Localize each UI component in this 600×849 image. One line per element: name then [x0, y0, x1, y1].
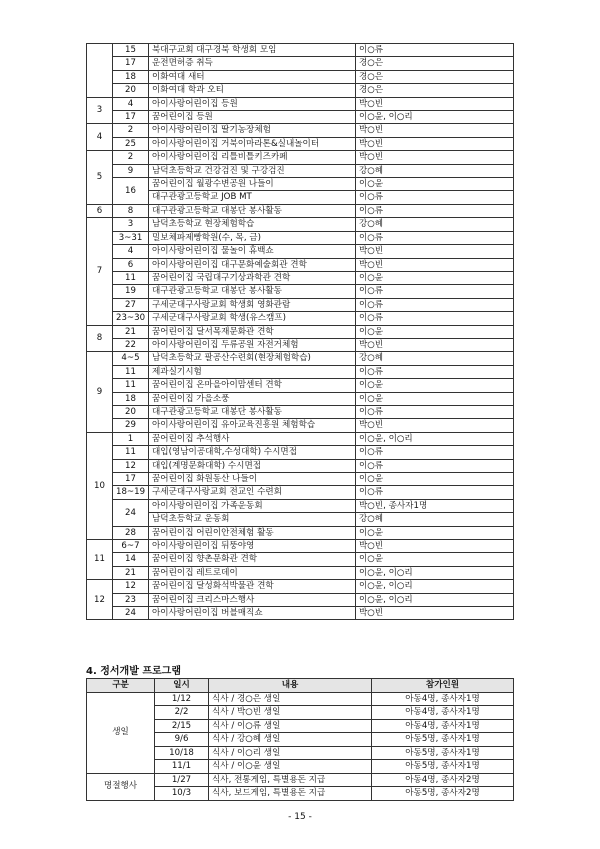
day-cell: 24: [113, 499, 149, 526]
participants-cell: 아동4명, 종사자1명: [372, 692, 514, 706]
month-cell: 10: [87, 432, 113, 539]
day-cell: 9: [113, 164, 149, 177]
table-row: [87, 513, 514, 526]
table-row: [87, 593, 514, 606]
activity-cell: 이화여대 새터: [149, 70, 356, 83]
participant-cell: 박○빈: [356, 607, 514, 620]
table-row: [87, 124, 514, 137]
activity-cell: 꿈어린이집 온마을아이맘센터 견학: [149, 379, 356, 392]
participant-cell: 박○빈: [356, 124, 514, 137]
month-cell: 12: [87, 580, 113, 620]
participants-cell: 아동5명, 종사자2명: [372, 787, 514, 801]
day-cell: 18: [113, 392, 149, 405]
day-cell: 20: [113, 84, 149, 97]
day-cell: 12: [113, 580, 149, 593]
day-cell: 18~19: [113, 486, 149, 499]
table-row: [87, 580, 514, 593]
day-cell: 16: [113, 178, 149, 205]
participant-cell: 이○류: [356, 285, 514, 298]
table-row: [87, 164, 514, 177]
participants-cell: 아동5명, 종사자1명: [372, 760, 514, 774]
table-row: [87, 607, 514, 620]
day-cell: 4: [113, 245, 149, 258]
header-content: 내용: [209, 679, 372, 693]
activity-cell: 아이사랑어린이집 뒤뚱야영: [149, 540, 356, 553]
activity-cell: 북대구교회 대구경북 학생회 모임: [149, 44, 356, 57]
participant-cell: 이○류: [356, 231, 514, 244]
participant-cell: 이○윤: [356, 392, 514, 405]
table-row: [87, 365, 514, 378]
table-row: [87, 773, 514, 787]
activity-cell: 대구관광고등학교 대봉단 봉사활동: [149, 204, 356, 217]
content-cell: 식사 / 이○류 생일: [209, 719, 372, 733]
day-cell: 12: [113, 459, 149, 472]
month-cell: 5: [87, 151, 113, 205]
table-row: [87, 258, 514, 271]
table-row: [87, 553, 514, 566]
day-cell: 17: [113, 111, 149, 124]
activity-cell: 꿈어린이집 국립대구기상과학관 견학: [149, 271, 356, 284]
date-cell: 1/12: [155, 692, 209, 706]
header-date: 일시: [155, 679, 209, 693]
activity-cell: 아이사랑어린이집 대구문화예술회관 견학: [149, 258, 356, 271]
participant-cell: 강○혜: [356, 513, 514, 526]
participants-cell: 아동4명, 종사자2명: [372, 773, 514, 787]
table-row: [87, 405, 514, 418]
activity-cell: 제과실기시험: [149, 365, 356, 378]
activity-cell: 아이사랑어린이집 딸기농장체험: [149, 124, 356, 137]
day-cell: 23: [113, 593, 149, 606]
month-cell: 4: [87, 124, 113, 151]
activity-cell: 밀보체파제빵학원(수, 목, 금): [149, 231, 356, 244]
participant-cell: 이○류: [356, 44, 514, 57]
table-row: [87, 285, 514, 298]
content-cell: 식사 / 이○윤 생일: [209, 760, 372, 774]
table-row: [87, 271, 514, 284]
participant-cell: 강○혜: [356, 218, 514, 231]
table-row: [87, 312, 514, 325]
participant-cell: 이○윤: [356, 178, 514, 191]
activity-cell: 남덕초등학교 건강검진 및 구강검진: [149, 164, 356, 177]
activity-cell: 아이사랑어린이집 두류공원 자전거체험: [149, 338, 356, 351]
participant-cell: 이○류: [356, 446, 514, 459]
participant-cell: 이○류: [356, 486, 514, 499]
participant-cell: 이○윤, 이○리: [356, 566, 514, 579]
table-row: [87, 338, 514, 351]
day-cell: 4~5: [113, 352, 149, 365]
activity-cell: 대입(영남이공대학,수성대학) 수시면접: [149, 446, 356, 459]
participant-cell: 이○윤: [356, 325, 514, 338]
activity-cell: 아이사랑어린이집 물놀이 휴백쇼: [149, 245, 356, 258]
day-cell: 15: [113, 44, 149, 57]
header-participants: 참가인원: [372, 679, 514, 693]
day-cell: 24: [113, 607, 149, 620]
participant-cell: 박○빈: [356, 540, 514, 553]
activity-cell: 꿈어린이집 레트로데이: [149, 566, 356, 579]
table-row: [87, 70, 514, 83]
table-row: [87, 231, 514, 244]
activity-cell: 남덕초등학교 팔공산수련회(현장체험학습): [149, 352, 356, 365]
day-cell: 29: [113, 419, 149, 432]
table-row: [87, 178, 514, 191]
day-cell: 21: [113, 325, 149, 338]
table-row: [87, 57, 514, 70]
activity-cell: 아이사랑어린이집 가족운동회: [149, 499, 356, 512]
day-cell: 11: [113, 446, 149, 459]
activity-cell: 아이사랑어린이집 버블매직쇼: [149, 607, 356, 620]
activity-cell: 꿈어린이집 추석행사: [149, 432, 356, 445]
day-cell: 3~31: [113, 231, 149, 244]
day-cell: 6: [113, 258, 149, 271]
activity-cell: 꿈어린이집 크리스마스행사: [149, 593, 356, 606]
activity-cell: 아이사랑어린이집 등원: [149, 97, 356, 110]
day-cell: 17: [113, 473, 149, 486]
participant-cell: 이○류: [356, 459, 514, 472]
month-cell: 11: [87, 540, 113, 580]
participant-cell: 박○빈: [356, 258, 514, 271]
day-cell: 23~30: [113, 312, 149, 325]
day-cell: 28: [113, 526, 149, 539]
participant-cell: 이○류: [356, 405, 514, 418]
participant-cell: 이○윤, 이○리: [356, 580, 514, 593]
day-cell: 4: [113, 97, 149, 110]
month-cell: 9: [87, 352, 113, 432]
participant-cell: 박○빈, 종사자1명: [356, 499, 514, 512]
table-row: [87, 298, 514, 311]
activity-cell: 대입(계명문화대학) 수시면접: [149, 459, 356, 472]
month-cell: 7: [87, 218, 113, 325]
month-cell: [87, 44, 113, 98]
activity-cell: 꿈어린이집 등원: [149, 111, 356, 124]
day-cell: 14: [113, 553, 149, 566]
content-cell: 식사, 보드게임, 특별용돈 지급: [209, 787, 372, 801]
participant-cell: 이○윤: [356, 553, 514, 566]
month-cell: 6: [87, 204, 113, 217]
header-category: 구분: [87, 679, 155, 693]
page-number: - 15 -: [288, 812, 312, 822]
emotional-program-table: [86, 678, 514, 801]
activity-cell: 꿈어린이집 어린이안전체험 활동: [149, 526, 356, 539]
date-cell: 10/3: [155, 787, 209, 801]
date-cell: 9/6: [155, 733, 209, 747]
table-row: [87, 111, 514, 124]
activity-cell: 남덕초등학교 현장체험학습: [149, 218, 356, 231]
table-row: [87, 151, 514, 164]
participant-cell: 이○윤, 이○리: [356, 593, 514, 606]
participant-cell: 이○윤, 이○리: [356, 111, 514, 124]
participants-cell: 아동4명, 종사자1명: [372, 706, 514, 720]
participant-cell: 경○은: [356, 57, 514, 70]
date-cell: 2/2: [155, 706, 209, 720]
participant-cell: 이○류: [356, 191, 514, 204]
activity-cell: 운전면허증 취득: [149, 57, 356, 70]
participant-cell: 이○류: [356, 298, 514, 311]
day-cell: 20: [113, 405, 149, 418]
table-row: [87, 352, 514, 365]
day-cell: 8: [113, 204, 149, 217]
day-cell: 21: [113, 566, 149, 579]
activity-cell: 아이사랑어린이집 리틀비틀키즈카페: [149, 151, 356, 164]
activity-cell: 꿈어린이집 화원동산 나들이: [149, 473, 356, 486]
activity-cell: 꿈어린이집 향촌문화관 견학: [149, 553, 356, 566]
activity-cell: 구세군대구사랑교회 전교인 수련회: [149, 486, 356, 499]
date-cell: 10/18: [155, 746, 209, 760]
participant-cell: 경○은: [356, 70, 514, 83]
day-cell: 11: [113, 365, 149, 378]
day-cell: 11: [113, 271, 149, 284]
table-row: [87, 540, 514, 553]
content-cell: 식사 / 강○혜 생일: [209, 733, 372, 747]
table-row: [87, 392, 514, 405]
table-row: [87, 325, 514, 338]
date-cell: 1/27: [155, 773, 209, 787]
table-row: [87, 446, 514, 459]
month-cell: 3: [87, 97, 113, 124]
category-cell: 명절행사: [87, 773, 155, 800]
participant-cell: 이○류: [356, 312, 514, 325]
day-cell: 27: [113, 298, 149, 311]
day-cell: 25: [113, 137, 149, 150]
table-row: [87, 245, 514, 258]
activity-cell: 꿈어린이집 월광수변공원 나들이: [149, 178, 356, 191]
participant-cell: 이○류: [356, 365, 514, 378]
activity-cell: 꿈어린이집 가을소풍: [149, 392, 356, 405]
activity-cell: 대구관광고등학교 JOB MT: [149, 191, 356, 204]
table-row: [87, 692, 514, 706]
activity-cell: 아이사랑어린이집 거북이마라톤&실내놀이터: [149, 137, 356, 150]
table-row: [87, 137, 514, 150]
participant-cell: 이○류: [356, 204, 514, 217]
table-row: [87, 432, 514, 445]
table-row: [87, 526, 514, 539]
participant-cell: 이○윤: [356, 473, 514, 486]
content-cell: 식사 / 경○은 생일: [209, 692, 372, 706]
day-cell: 6~7: [113, 540, 149, 553]
participant-cell: 이○윤: [356, 271, 514, 284]
participants-cell: 아동4명, 종사자1명: [372, 719, 514, 733]
participant-cell: 이○윤: [356, 379, 514, 392]
activity-cell: 구세군대구사랑교회 학생(유스캠프): [149, 312, 356, 325]
participants-cell: 아동5명, 종사자1명: [372, 733, 514, 747]
table-row: [87, 204, 514, 217]
table-row: [87, 379, 514, 392]
day-cell: 2: [113, 151, 149, 164]
table-row: [87, 44, 514, 57]
participant-cell: 이○윤: [356, 526, 514, 539]
activity-cell: 구세군대구사랑교회 학생회 영화관람: [149, 298, 356, 311]
activity-cell: 아이사랑어린이집 유아교육진흥원 체험학습: [149, 419, 356, 432]
participant-cell: 박○빈: [356, 245, 514, 258]
day-cell: 3: [113, 218, 149, 231]
participant-cell: 박○빈: [356, 97, 514, 110]
day-cell: 22: [113, 338, 149, 351]
activity-schedule-table: [86, 43, 514, 620]
participant-cell: 강○혜: [356, 352, 514, 365]
participant-cell: 박○빈: [356, 151, 514, 164]
date-cell: 11/1: [155, 760, 209, 774]
participants-cell: 아동5명, 종사자1명: [372, 746, 514, 760]
activity-cell: 남덕초등학교 운동회: [149, 513, 356, 526]
category-cell: 생일: [87, 692, 155, 773]
content-cell: 식사 / 이○리 생일: [209, 746, 372, 760]
participant-cell: 박○빈: [356, 338, 514, 351]
activity-cell: 꿈어린이집 달성화석박물관 견학: [149, 580, 356, 593]
table-row: [87, 459, 514, 472]
table-row: [87, 97, 514, 110]
table-row: [87, 499, 514, 512]
day-cell: 18: [113, 70, 149, 83]
content-cell: 식사 / 박○빈 생일: [209, 706, 372, 720]
month-cell: 8: [87, 325, 113, 352]
table-header-row: [87, 679, 514, 693]
table-row: [87, 191, 514, 204]
date-cell: 2/15: [155, 719, 209, 733]
day-cell: 19: [113, 285, 149, 298]
content-cell: 식사, 전통게임, 특별용돈 지급: [209, 773, 372, 787]
participant-cell: 박○빈: [356, 419, 514, 432]
table-row: [87, 419, 514, 432]
participant-cell: 경○은: [356, 84, 514, 97]
day-cell: 2: [113, 124, 149, 137]
participant-cell: 박○빈: [356, 137, 514, 150]
table-row: [87, 486, 514, 499]
participant-cell: 이○윤, 이○리: [356, 432, 514, 445]
day-cell: 11: [113, 379, 149, 392]
activity-cell: 대구관광고등학교 대봉단 봉사활동: [149, 285, 356, 298]
table-row: [87, 218, 514, 231]
activity-cell: 이화여대 학과 오티: [149, 84, 356, 97]
section-title: 4. 정서개발 프로그램: [86, 666, 181, 677]
day-cell: 1: [113, 432, 149, 445]
activity-cell: 꿈어린이집 달서목재문화관 견학: [149, 325, 356, 338]
participant-cell: 강○혜: [356, 164, 514, 177]
table-row: [87, 566, 514, 579]
table-row: [87, 473, 514, 486]
day-cell: 17: [113, 57, 149, 70]
table-row: [87, 84, 514, 97]
activity-cell: 대구관광고등학교 대봉단 봉사활동: [149, 405, 356, 418]
